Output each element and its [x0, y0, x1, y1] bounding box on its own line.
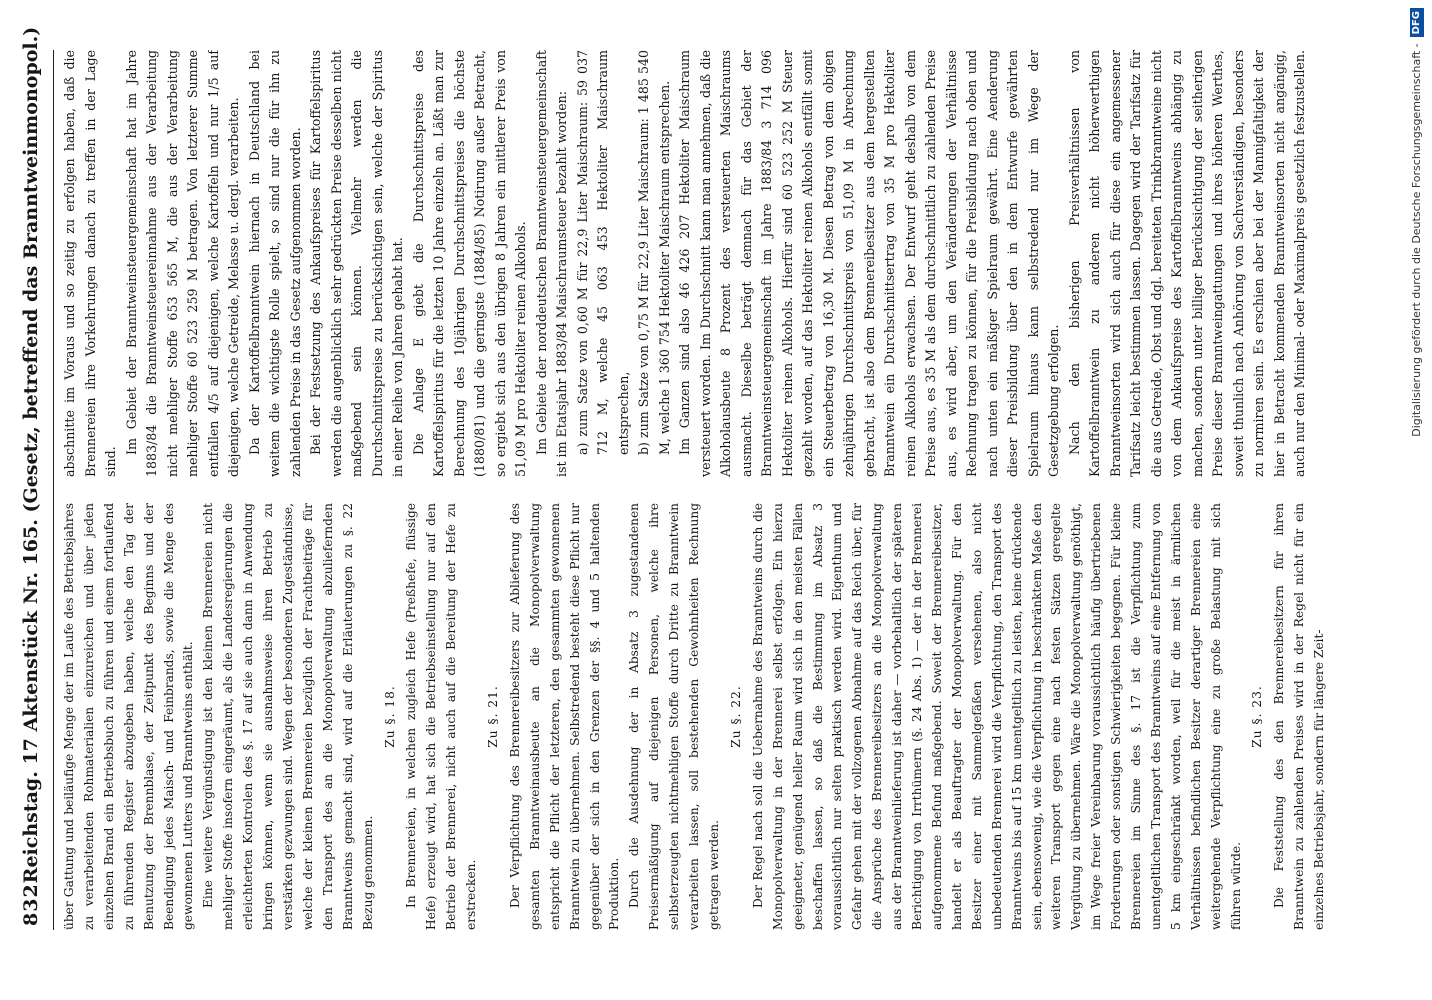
paragraph: Da der Kartoffelbranntwein hiernach in Deutschland bei weitem die wichtigste Rolle spielt, so sind nur die für ihn zu zahlenden Preise in das Gesetz aufgenommen worden. — [246, 50, 303, 477]
right-column — [60, 50, 1340, 477]
paragraph: Im Gebiet der Branntweinsteuergemeinschaft hat im Jahre 1883/84 die Branntweinsteuereinnahme aus der Verarbeitung nicht mehliger Stoffe 653 565 M, die aus der Verarbeitung mehliger Stoffe 60 523 259 M betragen. Von letzterer Summe entfallen 4/5 auf diejenigen, welche Kartoffeln und nur 1/5 auf diejenigen, welche Getreide, Melasse u. dergl. verarbeiten. — [123, 50, 241, 477]
page-header — [20, 26, 54, 930]
list-item: a) zum Satze von 0,60 M für 22,9 Liter Maischraum: 59 037 712 M, welche 45 063 453 Hektoliter Maischraum entsprechen, — [574, 50, 631, 455]
digitization-credit — [1406, 8, 1428, 968]
paragraph: Die Anlage E giebt die Durchschnittspreise des Kartoffelspiritus für die letzten 10 Jahre einzeln an. Läßt man zur Berechnung des 10jährigen Durchschnittspreises die höchste (1880/81) und die geringste (1884/85) Notirung außer Betracht, so ergiebt sich aus den übrigen 8 Jahren ein mittlerer Preis von 51,09 M pro Hektoliter reinen Alkohols. — [410, 50, 528, 477]
credit-text: Digitalisierung gefördert durch die Deutsche Forschungsgemeinschaft - — [1410, 43, 1423, 437]
section-heading: Zu §. 23. — [1250, 685, 1265, 748]
paragraph: Im Gebiete der norddeutschen Branntweinsteuergemeinschaft ist im Etatsjahr 1883/84 Maischraumsteuer bezahlt worden: — [533, 50, 569, 477]
section-heading: Zu §. 22. — [728, 685, 743, 748]
paragraph: Der Regel nach soll die Uebernahme des Branntweins durch die Monopolverwaltung in der Brennerei selbst erfolgen. Ein hierzu geeigneter, genügend heller Raum wird sich in den meisten Fällen beschaffen lassen, so daß die Bestimmung im Absatz 3 voraussichtlich nur selten praktisch werden wird. Eigenthum und Gefahr gehen mit der vollzogenen Abnahme auf das Reich über, für die Ansprüche des Brennereibesitzers an die Monopolverwaltung aus der Branntweinlieferung ist daher — vorbehaltlich der späteren Berichtigung von Irrthümern (§. 24 Abs. 1) — der in der Brennerei aufgenommene Befund maßgebend. Soweit der Brennereibesitzer, handelt er als Beauftragter der Monopolverwaltung. Für den Besitzer einer mit Sammelgefäßen versehenen, also nicht unbedeutenden Brennerei wird die Verpflichtung, den Transport des Branntweins bis auf 15 km unentgeltlich zu leisten, keine drückende sein, ebensowenig, wie die Verpflichtung in beschränktem Maße den weiteren Transport gegen eine nach festen Sätzen geregelte Vergütung zu übernehmen. Wäre die Monopolverwaltung genöthigt, im Wege freier Vereinbarung voraussichtlich häufig übertriebenen Forderungen oder sonstigen Schwierigkeiten begegnen. Für kleine Brennereien im Sinne des §. 17 ist die Verpflichtung zum unentgeltlichen Transport des Branntweins auf eine Entfernung von 5 km eingeschränkt worden, weil für die meist in ärmlichen Verhältnissen befindlichen Besitzer derartiger Brennereien eine weitergehende Verpflichtung eine zu große Belastung mit sich führen würde. — [750, 503, 1243, 930]
paragraph: über Gattung und beiläufige Menge der im Laufe des Betriebsjahres zu verarbeitenden Rohmaterialien einzureichen und über jeden einzelnen Brand ein Betriebsbuch zu führen und einem fortlaufend zu führenden Register abzugeben haben, welche den Tag der Benutzung der Brennblase, der Zeitpunkt des Beginns und der Beendigung jedes Maisch- und Feinbrands, sowie die Menge des gewonnenen Lutters und Branntweins enthält. — [62, 503, 196, 930]
paragraph: Durch die Ausdehnung der in Absatz 3 zugestandenen Preisermäßigung auf diejenigen Personen, welche ihre selbsterzeugten nichtmehligen Stoffe durch Dritte zu Branntwein verarbeiten lassen, soll bestehenden Gewohnheiten Rechnung getragen werden. — [627, 503, 721, 930]
text-columns — [60, 50, 1340, 930]
paragraph: Der Verpflichtung des Brennereibesitzers zur Ablieferung des gesamten Branntweinausbeute an die Monopolverwaltung entspricht die Pflicht der letzteren, den gesammten gewonnenen Branntwein zu übernehmen. Selbstredend besteht diese Pflicht nur gegenüber der sich in den Grenzen der §§. 4 und 5 haltenden Produktion. — [507, 503, 622, 930]
paragraph: Im Ganzen sind also 46 426 207 Hektoliter Maischraum versteuert worden. Im Durchschnitt kann man annehmen, daß die Alkoholausbeute 8 Prozent des versteuerten Maischraums ausmacht. Dieselbe beträgt demnach für das Gebiet der Branntweinsteuergemeinschaft im Jahre 1883/84 3 714 096 Hektoliter reinen Alkohols. Hierfür sind 60 523 252 M Steuer gezahlt worden, auf das Hektoliter reinen Alkohols entfällt somit ein Steuerbetrag von 16,30 M. Diesen Betrag von dem obigen zehnjährigen Durchschnittspreis von 51,09 M in Abrechnung gebracht, ist also dem Brennereibesitzer aus dem hergestellten Branntwein ein Durchschnittsertrag von 35 M pro Hektoliter reinen Alkohols erwachsen. Der Entwurf geht deshalb von dem Preise aus, es 35 M als dem durchschnittlich zu zahlenden Preise aus, es wird aber, um den Veränderungen der Verhältnisse Rechnung tragen zu können, für die Preisbildung nach oben und nach unten ein mäßiger Spielraum gewährt. Eine Aenderung dieser Preisbildung über den in dem Entwurfe gewährten Spielraum hinaus kann selbstredend nur im Wege der Gesetzgebung erfolgen. — [677, 50, 1061, 477]
paragraph: Eine weitere Vergünstigung ist den kleinen Brennereien nicht mehliger Stoffe insofern eingeräumt, als die Landesregierungen die erleichterten Kontrolen des §. 17 auf sie auch dann in Anwendung bringen können, wenn sie ausnahmsweise ihren Betrieb zu verstärken gezwungen sind. Wegen der besonderen Zugeständnisse, welche der kleinen Brennereien bezüglich der Frachtbeiträge für den Transport des an die Monopolverwaltung abzuliefernden Branntweins gemacht sind, wird auf die Erläuterungen zu §. 22 Bezug genommen. — [201, 503, 375, 930]
paragraph: Die Feststellung des den Brennereibesitzern für ihren Branntwein zu zahlenden Preises wird in der Regel nicht für ein einzelnes Betriebsjahr, sondern für längere Zeit- — [1272, 503, 1327, 930]
paragraph: abschnitte im Voraus und so zeitig zu erfolgen haben, daß die Brennereien ihre Vorkehrungen danach zu treffen in der Lage sind. — [62, 50, 118, 477]
dfg-logo-icon: DFG — [1410, 8, 1424, 37]
paragraph: Bei der Festsetzung des Ankaufspreises für Kartoffelspiritus werden die augenblicklich sehr gedrückten Preise desselben nicht maßgebend sein können. Vielmehr werden die Durchschnittspreise zu berücksichtigen sein, welche der Spiritus in einer Reihe von Jahren gehabt hat. — [308, 50, 405, 477]
list-item: b) zum Satze von 0,75 M für 22,9 Liter Maischraum: 1 485 540 M, welche 1 360 754 Hektoliter Maischraum entsprechen. — [636, 50, 672, 455]
section-heading: Zu §. 21. — [486, 685, 501, 748]
paragraph: Nach den bisherigen Preisverhältnissen von Kartoffelbranntwein zu anderen nicht höherwerthigen Branntweinsorten wird sich auch für diese ein angemessener Tarifsatz leicht bestimmen lassen. Dagegen wird der Tarifsatz für die aus Getreide, Obst und dgl. bereiteten Trinkbranntweine nicht von dem Ankaufspreise des Kartoffelbranntweins abhängig zu machen, sondern unter billiger Berücksichtigung der seitherigen Preise dieser Branntweingattungen und ihres höheren Werthes, soweit thunlich nach Anhörung von Sachverständigen, besonders zu normiren sein. Es erschien aber bei der Mannigfaltigkeit der hier in Betracht kommenden Branntweinsorten nicht angängig, auch nur den Minimal- oder Maximalpreis gesetzlich festzustellen. — [1066, 50, 1307, 477]
page-number: 832 — [20, 883, 42, 926]
running-title: Reichstag. 17 Aktenstück Nr. 165. (Gesetz, betreffend das Branntweinmonopol.) — [20, 26, 42, 884]
paragraph: In Brennereien, in welchen zugleich Hefe (Preßhefe, flüssige Hefe) erzeugt wird, hat sich die Betriebseinstellung nur auf den Betrieb der Brennerei, nicht auch auf die Bereitung der Hefe zu erstrecken. — [404, 503, 479, 930]
section-heading: Zu §. 18. — [382, 685, 397, 748]
left-column — [60, 503, 1340, 930]
credit-line — [1406, 8, 1428, 968]
